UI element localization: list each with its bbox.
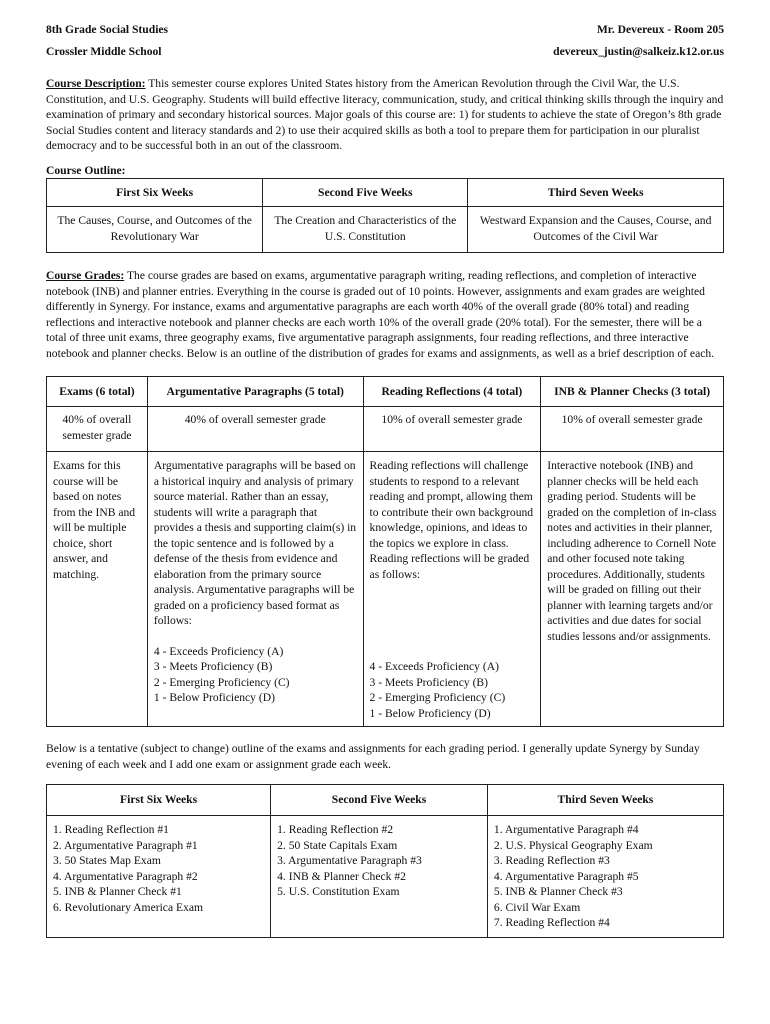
course-description (46, 76, 724, 154)
schedule-item: 3. 50 States Map Exam (53, 854, 161, 867)
grade-description-cell (363, 452, 541, 727)
grades-header-row (47, 377, 724, 407)
proficiency-level: 3 - Meets Proficiency (B) (153, 660, 273, 673)
outline-cell: Westward Expansion and the Causes, Course, and Outcomes of the Civil War (468, 207, 724, 253)
grade-distribution-table (46, 376, 724, 727)
proficiency-level: 4 - Exceeds Proficiency (A) (369, 660, 499, 673)
schedule-item: 2. Argumentative Paragraph #1 (53, 838, 198, 852)
grades-description-row (47, 452, 724, 727)
teacher-email: devereux_justin@salkeiz.k12.or.us (553, 45, 724, 58)
grades-percent-row (47, 407, 724, 452)
grade-percent: 40% of overall semester grade (47, 407, 148, 452)
grade-description: Exams for this course will be based on notes from the INB and will be multiple choice, short answer, and matching. (47, 452, 148, 727)
schedule-item: 6. Civil War Exam (493, 900, 581, 914)
course-grades-label: Course Grades: (46, 269, 125, 282)
schedule-item: 1. Argumentative Paragraph #4 (493, 823, 639, 836)
proficiency-level: 2 - Emerging Proficiency (C) (153, 675, 290, 689)
outline-content-row (47, 207, 724, 253)
schedule-item: 7. Reading Reflection #4 (493, 916, 610, 929)
proficiency-level: 4 - Exceeds Proficiency (A) (153, 644, 284, 658)
grades-header: Exams (6 total) (47, 377, 148, 407)
header-row-2 (46, 44, 724, 66)
schedule-item: 3. Reading Reflection #3 (493, 854, 610, 867)
schedule-intro: Below is a tentative (subject to change) outline of the exams and assignments for each grading period. I generally update Synergy by Sunday evening of each week and I add one exam or assignment grade each week. (46, 742, 700, 771)
proficiency-level: 1 - Below Proficiency (D) (369, 706, 491, 720)
schedule-header-row (47, 785, 724, 816)
course-description-text: This semester course explores United States history from the American Revolution through the Civil War, the U.S. Constitution, and U.S. Geography. Students will build effective literacy, communication, study, and critical thinking skills through the inquiry and examination of primary and secondary historical sources. Major goals of this course are: 1) for students to achieve the state of Oregon’s 8th grade Social Studies content and literacy standards and 2) to use their acquired skills as both a tool to prepare them for participation in our pluralist democracy and to be successful both in an out of the classroom. (46, 77, 724, 152)
outline-cell: The Creation and Characteristics of the U.S. Constitution (263, 207, 468, 253)
outline-cell: The Causes, Course, and Outcomes of the Revolutionary War (47, 207, 263, 253)
schedule-item: 4. Argumentative Paragraph #2 (53, 869, 198, 883)
schedule-header: Second Five Weeks (271, 785, 488, 816)
schedule-item: 1. Reading Reflection #1 (53, 823, 169, 836)
course-title: 8th Grade Social Studies (46, 23, 169, 36)
schedule-column (271, 816, 488, 938)
course-grades-text: The course grades are based on exams, argumentative paragraph writing, reading reflections, and completion of interactive notebook (INB) and planner entries. Everything in the course is graded out of 10 points. However, assignments and exam grades are weighted differently in Synergy. For instance, exams and argumentative paragraphs are each worth 40% of the overall grade (80% total) and reading reflections and interactive notebook and planner checks are each worth 10% of the overall grade (20% total). For the semester, there will be a total of three unit exams, three geography exams, five argumentative paragraph assignments, four reading reflections, and three interactive notebook and planner checks. Below is an outline of the distribution of grades for exams and assignments, as well as a brief description of each. (46, 269, 715, 360)
grade-percent: 10% of overall semester grade (363, 407, 541, 452)
course-grades (46, 268, 724, 361)
schedule-column (47, 816, 271, 938)
schedule-item: 4. Argumentative Paragraph #5 (493, 869, 639, 883)
proficiency-scale (154, 644, 357, 706)
course-description-label: Course Description: (46, 77, 146, 90)
proficiency-scale (370, 659, 535, 721)
grades-header: Reading Reflections (4 total) (363, 377, 541, 407)
schedule-item: 6. Revolutionary America Exam (53, 900, 204, 914)
outline-header-row (47, 179, 724, 207)
proficiency-level: 2 - Emerging Proficiency (C) (369, 691, 506, 704)
proficiency-level: 1 - Below Proficiency (D) (153, 691, 275, 704)
course-outline-label: Course Outline: (46, 163, 126, 177)
proficiency-level: 3 - Meets Proficiency (B) (369, 675, 489, 689)
grade-percent: 10% of overall semester grade (541, 407, 724, 452)
schedule-item: 2. 50 State Capitals Exam (277, 838, 398, 852)
schedule-item: 4. INB & Planner Check #2 (277, 869, 406, 883)
grade-description: Interactive notebook (INB) and planner checks will be held each grading period. Students will be graded on the completion of in-class notes and activities in their planner, including adherence to Cornell Note and other focused note taking procedures. Additionally, students will be graded on filling out their planner with learning targets and/or activities and due dates for social studies lessons and/or assignments. (541, 452, 724, 727)
grades-header: Argumentative Paragraphs (5 total) (147, 377, 363, 407)
schedule-table (46, 784, 724, 938)
schedule-content-row (47, 816, 724, 938)
grade-description-cell (147, 452, 363, 727)
grade-description: Argumentative paragraphs will be based on a historical inquiry and analysis of primary source material. Rather than an essay, students will write a paragraph that provides a thesis and supporting claim(s) in the topic sentence and is followed by a defense of the thesis from evidence and elaboration from the primary source analysis. Argumentative paragraphs will be graded on a proficiency based format as follows: (153, 459, 357, 627)
grades-header: INB & Planner Checks (3 total) (541, 377, 724, 407)
outline-header: Third Seven Weeks (468, 179, 724, 207)
schedule-item: 5. INB & Planner Check #3 (493, 885, 623, 898)
schedule-header: First Six Weeks (47, 785, 271, 816)
course-outline-table (46, 178, 724, 253)
outline-header: First Six Weeks (47, 179, 263, 207)
schedule-header: Third Seven Weeks (487, 785, 723, 816)
schedule-item: 5. INB & Planner Check #1 (53, 885, 182, 898)
schedule-item: 5. U.S. Constitution Exam (277, 885, 400, 898)
schedule-item: 1. Reading Reflection #2 (277, 823, 394, 836)
grade-description: Reading reflections will challenge students to respond to a relevant reading and prompt, allowing them to contribute their own background knowledge, opinions, and ideas to the topics we explore in class. Reading reflections will be graded as follows: (369, 459, 534, 581)
header-row-1 (46, 22, 724, 44)
schedule-item: 2. U.S. Physical Geography Exam (493, 838, 653, 852)
grade-percent: 40% of overall semester grade (147, 407, 363, 452)
outline-header: Second Five Weeks (263, 179, 468, 207)
teacher-room: Mr. Devereux - Room 205 (596, 23, 724, 36)
school-name: Crossler Middle School (46, 45, 162, 58)
schedule-item: 3. Argumentative Paragraph #3 (277, 854, 422, 867)
schedule-column (487, 816, 723, 938)
